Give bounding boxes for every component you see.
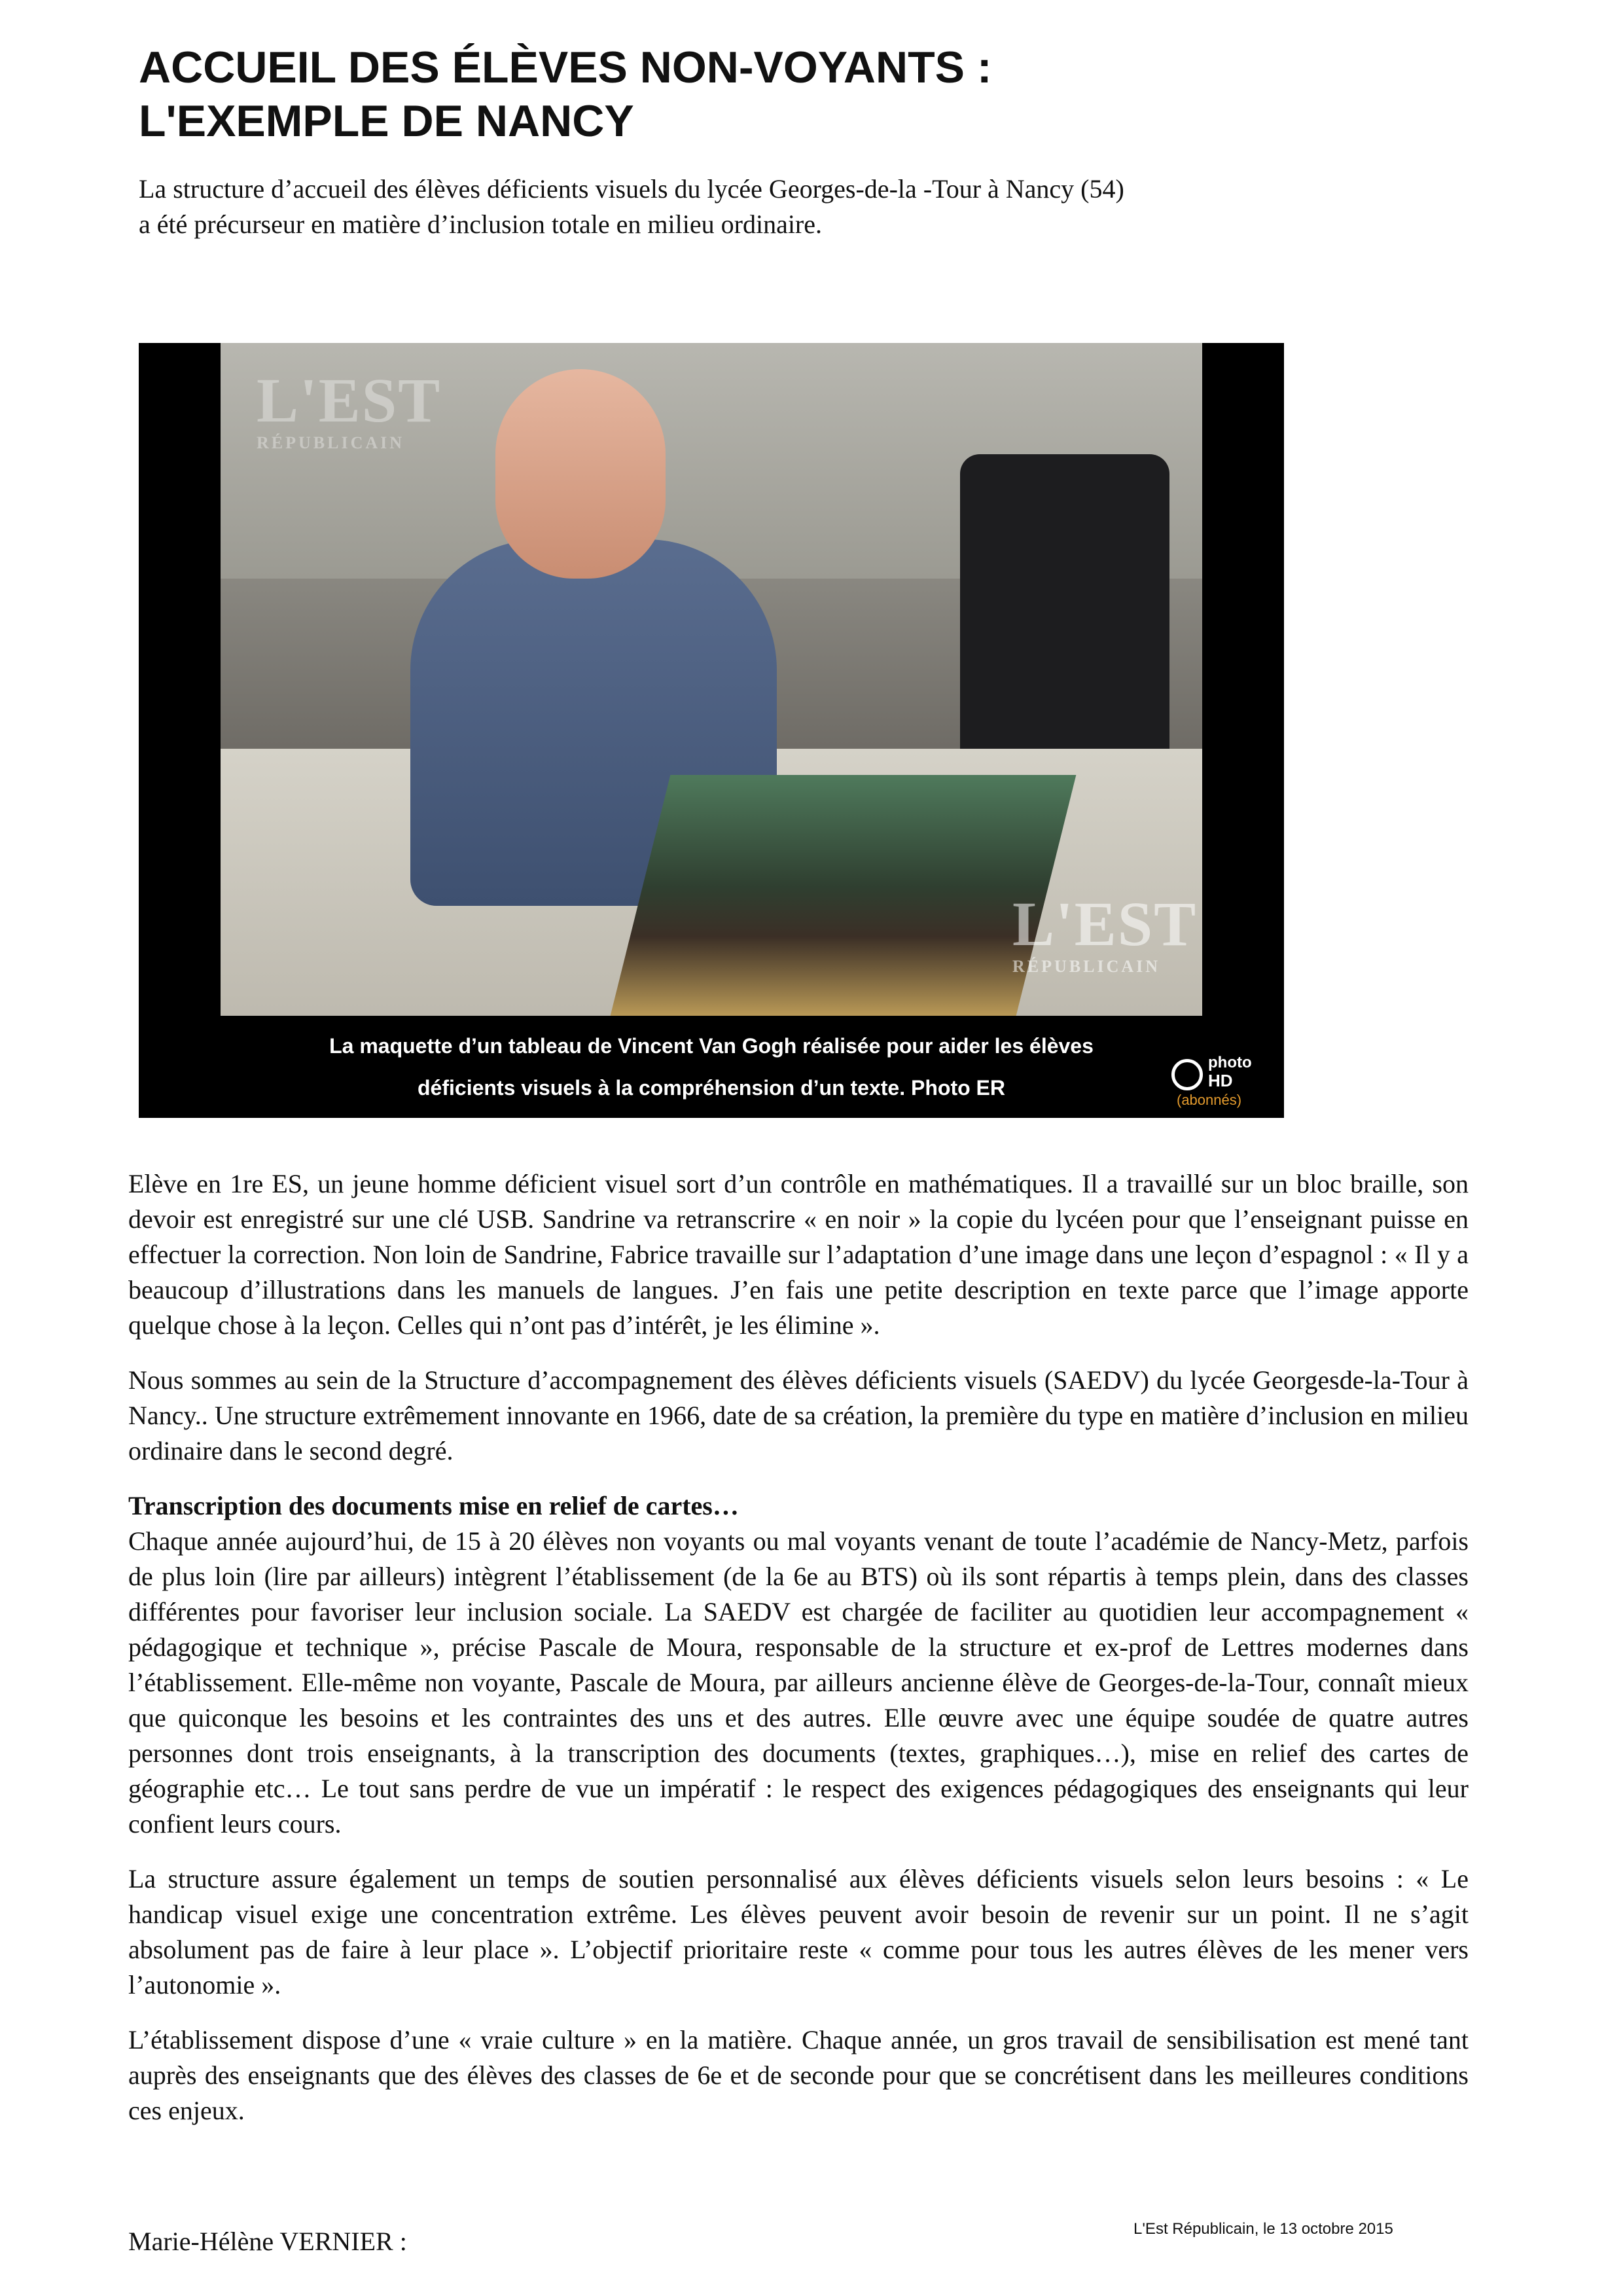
intro-line-2: a été précurseur en matière d’inclusion totale en milieu ordinaire. [139,209,823,239]
paragraph-2: Nous sommes au sein de la Structure d’accompagnement des élèves déficients visuels (SAEDV) du lycée Georgesde-la-Tour à Nancy.. Une structure extrêmement innovante en 1966, date de sa création, la première du type en matière d’inclusion en milieu ordinaire dans le second degré. [128,1365,1469,1465]
photo-caption [139,1016,1284,1118]
subheading: Transcription des documents mise en relief de cartes… [128,1491,739,1520]
title-line-2: L'EXEMPLE DE NANCY [139,96,634,146]
paragraph-1: Elève en 1re ES, un jeune homme déficient visuel sort d’un contrôle en mathématiques. Il a travaillé sur un bloc braille, son devoir est enregistré sur une clé USB. Sandrine va retranscrire « en noir » la copie du lycéen pour que l’enseignant puisse en effectuer la correction. Non loin de Sandrine, Fabrice travaille sur l’adaptation d’une image dans une leçon d’espagnol : « Il y a beaucoup d’illustrations dans les manuels de langues. J’en fais une petite description en texte parce que l’image apporte quelque chose à la leçon. Celles qui n’ont pas d’intérêt, je les élimine ». [128,1169,1469,1340]
article-photo [221,343,1202,1016]
paragraph-5: L’établissement dispose d’une « vraie culture » en la matière. Chaque année, un gros travail de sensibilisation est mené tant auprès des enseignants que des élèves des classes de 6e et de seconde pour que se concrétisent dans les meilleures conditions ces enjeux. [128,2025,1469,2125]
photo-person-head [495,369,666,579]
article-title [139,41,1448,148]
badge-abonnes-label: (abonnés) [1177,1092,1242,1108]
intro-line-1: La structure d’accueil des élèves déficients visuels du lycée Georges-de-la -Tour à Nancy (54) [139,174,1124,204]
photo-maquette [609,775,1077,1016]
article-intro [139,171,1382,242]
photo-figure [139,343,1284,1118]
caption-line-1: La maquette d’un tableau de Vincent Van Gogh réalisée pour aider les élèves [329,1034,1094,1058]
badge-hd-label: HD [1208,1071,1233,1090]
photo-watermark-bottom: L'EST RÉPUBLICAIN [1012,889,1198,976]
photo-watermark-top: L'EST RÉPUBLICAIN [257,365,442,452]
source-credit: L'Est Républicain, le 13 octobre 2015 [1133,2220,1393,2238]
author-signature: Marie-Hélène VERNIER : [128,2227,407,2256]
article-body [128,1166,1469,2148]
badge-photo-label: photo [1208,1054,1252,1071]
photo-chair [960,454,1169,795]
paragraph-3: Chaque année aujourd’hui, de 15 à 20 élèves non voyants ou mal voyants venant de toute l’académie de Nancy-Metz, parfois de plus loin (lire par ailleurs) intègrent l’établissement (de la 6e au BTS) où ils sont répartis à temps plein, dans des classes différentes pour favoriser leur inclusion sociale. La SAEDV est chargée de faciliter au quotidien leur accompagnement « pédagogique et technique », précise Pascale de Moura, responsable de la structure et ex-prof de Lettres modernes dans l’établissement. Elle-même non voyante, Pascale de Moura, par ailleurs ancienne élève de Georges-de-la-Tour, connaît mieux que quiconque les besoins et les contraintes des uns et des autres. Elle œuvre avec une équipe soudée de quatre autres personnes dont trois enseignants, à la transcription des documents (textes, graphiques…), mise en relief des cartes de géographie etc… Le tout sans perdre de vue un impératif : le respect des exigences pédagogiques des enseignants qui leur confient leurs cours. [128,1526,1469,1839]
title-line-1: ACCUEIL DES ÉLÈVES NON-VOYANTS : [139,43,992,92]
paragraph-4: La structure assure également un temps de soutien personnalisé aux élèves déficients visuels selon leurs besoins : « Le handicap visuel exige une concentration extrême. Les élèves peuvent avoir besoin de revenir sur un point. Il ne s’agit absolument pas de faire à leur place ». L’objectif prioritaire reste « comme pour tous les autres élèves de les mener vers l’autonomie ». [128,1864,1469,2000]
caption-line-2: déficients visuels à la compréhension d’un texte. Photo ER [418,1076,1005,1100]
photo-hd-badge[interactable] [1168,1051,1266,1110]
photo-hd-icon [1171,1059,1203,1090]
